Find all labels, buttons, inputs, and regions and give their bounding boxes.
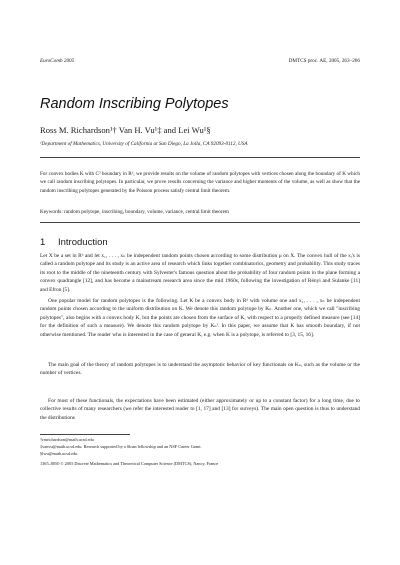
paragraph: One popular model for random polytopes is the following. Let K be a convex body in Rᵈ with volume one and x₁, . . . , xₙ be independent random points chosen according to the uniform distribution on K. We denote this random polytope by Kₙ. Another one, which we call "inscribing polytopes", also begins with a convex body K, but the points are chosen from the surface of K, with respect to a properly defined measure (see [14] for the definition of such a measure). We denote this random polytope by Kₙᴵ. In this paper, we assume that K has smooth boundary, if not otherwise mentioned. The reader who is interested in the case of general K, e.g. when K is a polytope, is referred to [3, 15, 16]. [40, 298, 360, 338]
affiliation: ¹Department of Mathematics, University of California at San Diego, La Jolla, CA 92093-0112, USA [40, 141, 248, 147]
abstract-top-rule [40, 157, 360, 158]
author-list: Ross M. Richardson¹† Van H. Vu¹‡ and Lei Wu¹§ [40, 125, 211, 135]
abstract-bottom-rule [40, 222, 360, 223]
paragraph: Let X be a set in Rᵈ and let x₁, . . . , xₙ be independent random points chosen according to some distribution μ on X. The convex hull of the xᵢ's is called a random polytope and its study is an active area of research which links together combinatorics, geometry and probability. This study traces its root to the middle of the nineteenth century with Sylvester's famous question about the probability of four random points in the plane forming a convex quadrangle [12], and has become a mainstream research area since the mid 1960s, following the investigation of Rényi and Sulanke [11] and Efron [5]. [40, 253, 360, 293]
running-header-proceedings: DMTCS proc. AE, 2005, 263–266 [288, 58, 360, 64]
running-header-journal: EuroComb 2005 [40, 58, 75, 64]
paragraph: For most of these functionals, the expectations have been estimated (either approximately or up to a constant factor) for a long time, due to collective results of many researchers (we refer the interested reader to [1, 17] and [13] for surveys). The main open question is thus to understand the distributions [40, 398, 360, 421]
footnote-email-wu: §lwu@math.ucsd.edu [40, 451, 78, 456]
footnote-email-vu: ‡vanvu@math.ucsd.edu. Research supported by a Sloan fellowship and an NSF Career Grant. [40, 444, 202, 449]
abstract: For convex bodies K with C² boundary in Rᵈ, we provide results on the volume of random polytopes with vertices chosen along the boundary of K which we call random inscribing polytopes. In particular, we prove results concerning the variance and higher moments of the volume, as well as show that the random inscribing polytopes generated by the Poisson process satisfy central limit theorem. [40, 171, 360, 194]
section-number: 1 [40, 237, 46, 248]
section-heading [40, 237, 108, 248]
paragraph: The main goal of the theory of random polytopes is to understand the asymptotic behavior of key functionals on Kₙ, such as the volume or the number of vertices. [40, 362, 360, 377]
footnote-email-richardson: †rmrichardson@math.ucsd.edu [40, 437, 94, 442]
paper-title: Random Inscribing Polytopes [40, 96, 229, 112]
footnote-rule [40, 434, 130, 435]
keywords: Keywords: random polytope, inscribing, boundary, volume, variance, central limit theorem [40, 209, 229, 215]
copyright-line: 1365–8050 © 2005 Discrete Mathematics and Theoretical Computer Science (DMTCS), Nancy, France [40, 461, 219, 466]
section-title: Introduction [58, 237, 108, 248]
